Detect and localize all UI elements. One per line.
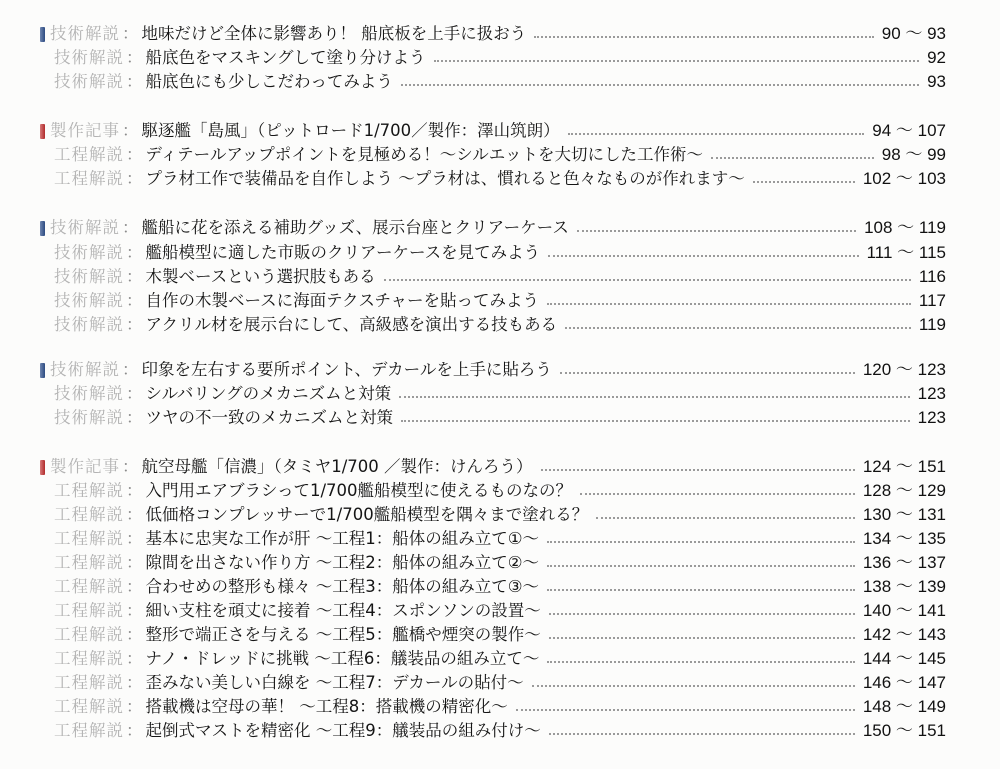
entry-separator: ： [126,721,143,740]
entry-category: 工程解説 [54,529,124,548]
entry-title: ナノ・ドレッドに挑戦 ～工程6：艤装品の組み立て～ [145,649,540,668]
toc-section-entry [40,357,946,383]
entry-separator: ： [126,625,143,644]
toc-entry [54,622,946,648]
blue-section-marker [40,27,45,42]
entry-title: 歪みない美しい白線を ～工程7：デカールの貼付～ [145,673,524,692]
blue-section-marker [40,221,45,236]
entry-pages: 117 [918,291,946,310]
entry-title: 船底色にも少しこだわってみよう [145,72,393,91]
toc-entry [54,45,946,71]
entry-category: 技術解説 [54,267,124,286]
entry-pages: 116 [918,267,946,286]
entry-separator: ： [126,601,143,620]
entry-title: 自作の木製ベースに海面テクスチャーを貼ってみよう [145,291,540,310]
entry-title: 木製ベースという選択肢もある [145,267,376,286]
entry-title: 艦船模型に適した市販のクリアーケースを見てみよう [145,243,541,262]
dotted-leader [541,469,855,471]
entry-title: 印象を左右する要所ポイント、デカールを上手に貼ろう [141,360,552,379]
entry-pages: 108 ～ 119 [864,218,946,237]
dotted-leader [560,372,855,374]
entry-pages: 119 [918,315,946,334]
entry-title: 船底色をマスキングして塗り分けよう [145,48,426,67]
entry-title: 航空母艦「信濃」（タミヤ1/700 ／製作：けんろう） [141,457,533,476]
dotted-leader [547,589,855,591]
entry-pages: 120 ～ 123 [862,360,946,379]
entry-pages: 93 [927,72,946,91]
dotted-leader [384,279,911,281]
entry-separator: ： [122,457,139,476]
entry-pages: 98 ～ 99 [881,145,946,164]
entry-pages: 148 ～ 149 [862,697,946,716]
toc-entry [54,670,946,696]
entry-pages: 150 ～ 151 [862,721,946,740]
toc-section-entry [40,21,946,47]
entry-category: 技術解説 [54,48,124,67]
entry-title: シルバリングのメカニズムと対策 [145,384,392,403]
entry-pages: 92 [927,48,946,67]
toc-entry [54,381,946,407]
blue-section-marker [40,363,45,378]
dotted-leader [549,637,855,639]
dotted-leader [580,493,855,495]
entry-pages: 123 [917,408,946,427]
toc-entry [54,166,946,192]
entry-title: 整形で端正さを与える ～工程5：艦橋や煙突の製作～ [145,625,541,644]
entry-separator: ： [122,24,139,43]
entry-pages: 102 ～ 103 [862,169,946,188]
entry-separator: ： [126,529,143,548]
entry-pages: 146 ～ 147 [862,673,946,692]
entry-separator: ： [122,218,139,237]
toc-entry [54,478,946,504]
entry-category: 工程解説 [54,169,124,188]
entry-pages: 138 ～ 139 [862,577,946,596]
dotted-leader [547,303,911,305]
toc-entry [54,142,946,168]
entry-separator: ： [122,360,139,379]
dotted-leader [516,709,855,711]
entry-category: 技術解説 [54,243,124,262]
dotted-leader [547,661,854,663]
dotted-leader [548,255,858,257]
toc-entry [54,598,946,624]
entry-separator: ： [126,553,143,572]
entry-separator: ： [122,121,139,140]
entry-category: 技術解説 [54,384,124,403]
toc-section-entry [40,118,946,144]
entry-separator: ： [126,169,143,188]
entry-title: 起倒式マストを精密化 ～工程9：艤装品の組み付け～ [145,721,541,740]
entry-category: 工程解説 [54,481,124,500]
dotted-leader [549,613,855,615]
entry-category: 工程解説 [54,145,124,164]
entry-title: 入門用エアブラシって1/700艦船模型に使えるものなの？ [145,481,573,500]
entry-title: 隙間を出さない作り方 ～工程2：船体の組み立て②～ [145,553,540,572]
entry-separator: ： [126,72,143,91]
entry-category: 技術解説 [50,360,120,379]
toc-entry [54,694,946,720]
entry-category: 工程解説 [54,553,124,572]
entry-separator: ： [126,481,143,500]
entry-separator: ： [126,48,143,67]
toc-entry [54,312,946,338]
entry-pages: 123 [917,384,946,403]
entry-separator: ： [126,673,143,692]
entry-category: 工程解説 [54,697,124,716]
entry-category: 製作記事 [50,121,120,140]
entry-separator: ： [126,315,143,334]
entry-title: ディテールアップポイントを見極める！～シルエットを大切にした工作術～ [145,145,703,164]
toc-section-entry [40,215,946,241]
red-section-marker [40,460,45,475]
toc-entry [54,574,946,600]
entry-title: 搭載機は空母の華！ ～工程8：搭載機の精密化～ [145,697,508,716]
entry-title: 細い支柱を頑丈に接着 ～工程4：スポンソンの設置～ [145,601,541,620]
entry-category: 技術解説 [54,72,124,91]
entry-category: 工程解説 [54,625,124,644]
entry-pages: 90 ～ 93 [881,24,946,43]
dotted-leader [577,230,856,232]
toc-entry [54,69,946,95]
entry-separator: ： [126,408,143,427]
dotted-leader [399,396,910,398]
entry-separator: ： [126,145,143,164]
entry-category: 技術解説 [54,408,124,427]
toc-entry [54,240,946,266]
entry-title: 低価格コンプレッサーで1/700艦船模型を隅々まで塗れる？ [145,505,589,524]
dotted-leader [534,36,873,38]
entry-pages: 94 ～ 107 [872,121,946,140]
toc-section-entry [40,454,946,480]
dotted-leader [401,84,919,86]
red-section-marker [40,124,45,139]
dotted-leader [434,60,920,62]
dotted-leader [711,157,874,159]
entry-separator: ： [126,649,143,668]
entry-separator: ： [126,291,143,310]
entry-separator: ： [126,577,143,596]
dotted-leader [549,733,855,735]
entry-category: 工程解説 [54,649,124,668]
entry-category: 工程解説 [54,577,124,596]
toc-entry [54,718,946,744]
toc-entry [54,502,946,528]
toc-entry [54,288,946,314]
entry-title: 駆逐艦「島風」（ピットロード1/700／製作：澤山筑朗） [141,121,560,140]
entry-category: 技術解説 [50,24,120,43]
entry-title: 基本に忠実な工作が肝 ～工程1：船体の組み立て①～ [145,529,540,548]
entry-title: 合わせめの整形も様々 ～工程3：船体の組み立て③～ [145,577,540,596]
toc-entry [54,526,946,552]
dotted-leader [532,685,855,687]
entry-separator: ： [126,243,143,262]
entry-pages: 140 ～ 141 [862,601,946,620]
entry-title: アクリル材を展示台にして、高級感を演出する技もある [145,315,558,334]
entry-pages: 128 ～ 129 [862,481,946,500]
dotted-leader [565,327,911,329]
entry-separator: ： [126,267,143,286]
entry-pages: 144 ～ 145 [862,649,946,668]
toc-entry [54,550,946,576]
entry-pages: 111 ～ 115 [866,243,946,262]
toc-entry [54,646,946,672]
entry-title: 艦船に花を添える補助グッズ、展示台座とクリアーケース [141,218,569,237]
entry-category: 技術解説 [54,315,124,334]
toc-entry [54,405,946,431]
entry-pages: 136 ～ 137 [862,553,946,572]
entry-separator: ： [126,505,143,524]
entry-category: 工程解説 [54,601,124,620]
entry-separator: ： [126,384,143,403]
toc-entry [54,264,946,290]
entry-title: プラ材工作で装備品を自作しよう ～プラ材は、慣れると色々なものが作れます～ [145,169,745,188]
entry-pages: 130 ～ 131 [862,505,946,524]
entry-title: ツヤの不一致のメカニズムと対策 [145,408,393,427]
entry-pages: 134 ～ 135 [862,529,946,548]
entry-category: 工程解説 [54,673,124,692]
dotted-leader [401,420,910,422]
dotted-leader [568,133,865,135]
entry-pages: 142 ～ 143 [862,625,946,644]
entry-category: 工程解説 [54,721,124,740]
dotted-leader [547,541,855,543]
entry-title: 地味だけど全体に影響あり！ 船底板を上手に扱おう [141,24,527,43]
dotted-leader [753,181,855,183]
dotted-leader [596,517,855,519]
dotted-leader [547,565,855,567]
entry-pages: 124 ～ 151 [862,457,946,476]
entry-category: 技術解説 [54,291,124,310]
entry-category: 工程解説 [54,505,124,524]
entry-separator: ： [126,697,143,716]
entry-category: 技術解説 [50,218,120,237]
entry-category: 製作記事 [50,457,120,476]
